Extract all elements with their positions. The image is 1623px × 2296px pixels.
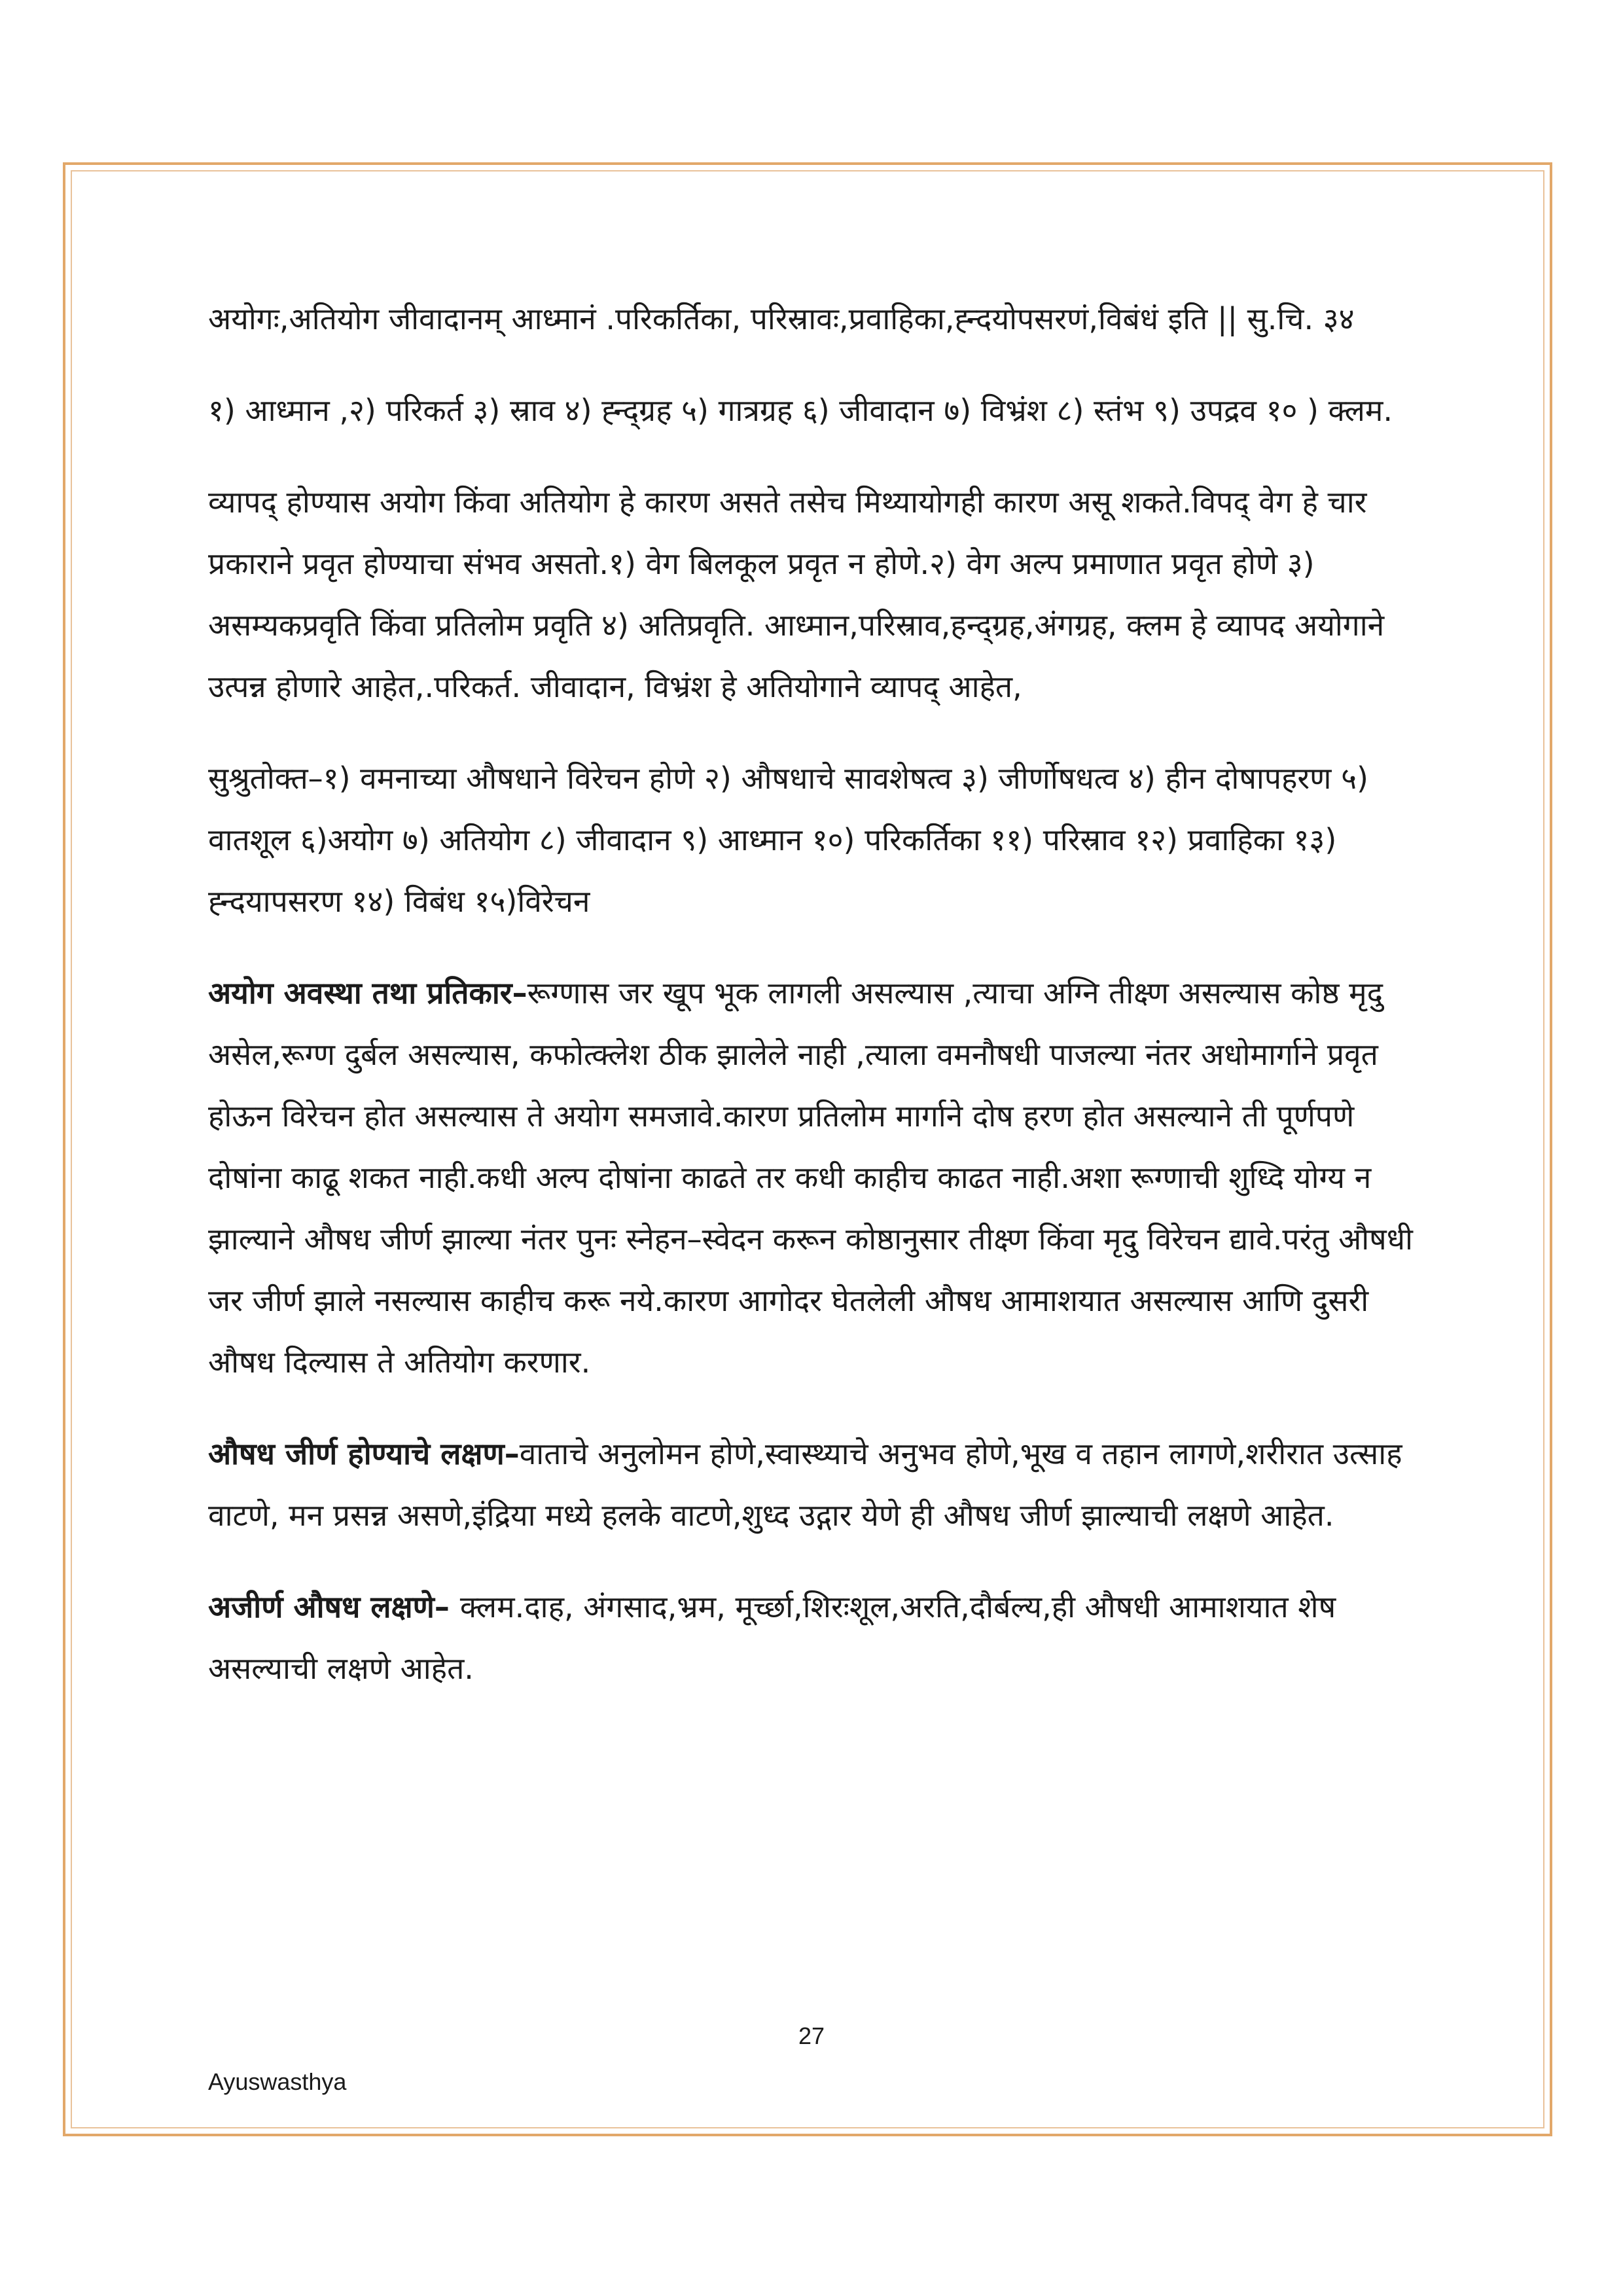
paragraph-text: वाताचे अनुलोमन होणे,स्वास्थ्याचे अनुभव होणे,भूख व तहान लागणे,शरीरात उत्साह वाटणे, मन प्रसन्न असणे,इंद्रिया मध्ये हलके वाटणे,शुध्द उद्गार येणे ही औषध जीर्ण झाल्याची लक्षणे आहेत. (208, 1436, 1402, 1533)
paragraph-text: क्लम.दाह, अंगसाद,भ्रम, मूर्च्छा,शिरःशूल,अरति,दौर्बल्य,ही औषधी आमाशयात शेष असल्याची लक्षणे आहेत. (208, 1589, 1336, 1686)
paragraph-heading: औषध जीर्ण होण्याचे लक्षण– (208, 1436, 520, 1471)
paragraph-ayog-avastha (208, 962, 1425, 1393)
paragraph-list-vyapad (208, 380, 1425, 441)
paragraph-heading: अयोग अवस्था तथा प्रतिकार– (208, 975, 527, 1011)
paragraph-text: १) आध्मान ,२) परिकर्त ३) स्राव ४) ह्न्द्ग्रह ५) गात्रग्रह ६) जीवादान ७) विभ्रंश ८) स्तंभ ९) उपद्रव १० ) क्लम. (208, 393, 1393, 428)
paragraph-text: रूग्णास जर खूप भूक लागली असल्यास ,त्याचा अग्नि तीक्ष्ण असल्यास कोष्ठ मृदु असेल,रूग्ण दुर्बल असल्यास, कफोत्क्लेश ठीक झालेले नाही ,त्याला वमनौषधी पाजल्या नंतर अधोमार्गाने प्रवृत होऊन विरेचन होत असल्यास ते अयोग समजावे.कारण प्रतिलोम मार्गाने दोष हरण होत असल्याने ती पूर्णपणे दोषांना काढू शकत नाही.कधी अल्प दोषांना काढते तर कधी काहीच काढत नाही.अशा रूग्णाची शुध्दि योग्य न झाल्याने औषध जीर्ण झाल्या नंतर पुनः स्नेहन–स्वेदन करून कोष्ठानुसार तीक्ष्ण किंवा मृदु विरेचन द्यावे.परंतु औषधी जर जीर्ण झाले नसल्यास काहीच करू नये.कारण आगोदर घेतलेली औषध आमाशयात असल्यास आणि दुसरी औषध दिल्यास ते अतियोग करणार. (208, 975, 1413, 1380)
paragraph-heading: अजीर्ण औषध लक्षणे– (208, 1589, 460, 1624)
document-body (208, 288, 1425, 1729)
paragraph-text: सुश्रुतोक्त–१) वमनाच्या औषधाने विरेचन होणे २) औषधाचे सावशेषत्व ३) जीर्णोषधत्व ४) हीन दोषापहरण ५) वातशूल ६)अयोग ७) अतियोग ८) जीवादान ९) आध्मान १०) परिकर्तिका ११) परिस्राव १२) प्रवाहिका १३) ह्न्दयापसरण १४) विबंध १५)विरेचन (208, 761, 1368, 919)
footer-label: Ayuswasthya (208, 2068, 347, 2095)
paragraph-text: व्यापद् होण्यास अयोग किंवा अतियोग हे कारण असते तसेच मिथ्यायोगही कारण असू शकते.विपद् वेग हे चार प्रकाराने प्रवृत होण्याचा संभव असतो.१) वेग बिलकूल प्रवृत न होणे.२) वेग अल्प प्रमाणात प्रवृत होणे ३) असम्यकप्रवृति किंवा प्रतिलोम प्रवृति ४) अतिप्रवृति. आध्मान,परिस्राव,हन्द्ग्रह,अंगग्रह, क्लम हे व्यापद अयोगाने उत्पन्न होणारे आहेत,.परिकर्त. जीवादान, विभ्रंश हे अतियोगाने व्यापद् आहेत, (208, 484, 1385, 704)
paragraph-ajirna-aushadh (208, 1576, 1425, 1699)
paragraph-text: अयोगः,अतियोग जीवादानम् आध्मानं .परिकर्तिका, परिस्रावः,प्रवाहिका,ह्न्दयोपसरणं,विबंधं इति || सु.चि. ३४ (208, 301, 1355, 336)
paragraph-sushrutokta (208, 747, 1425, 932)
page-number: 27 (798, 2022, 825, 2049)
paragraph-aushadh-jirna (208, 1423, 1425, 1546)
paragraph-vyapad-causes (208, 471, 1425, 717)
paragraph-verse (208, 288, 1425, 350)
